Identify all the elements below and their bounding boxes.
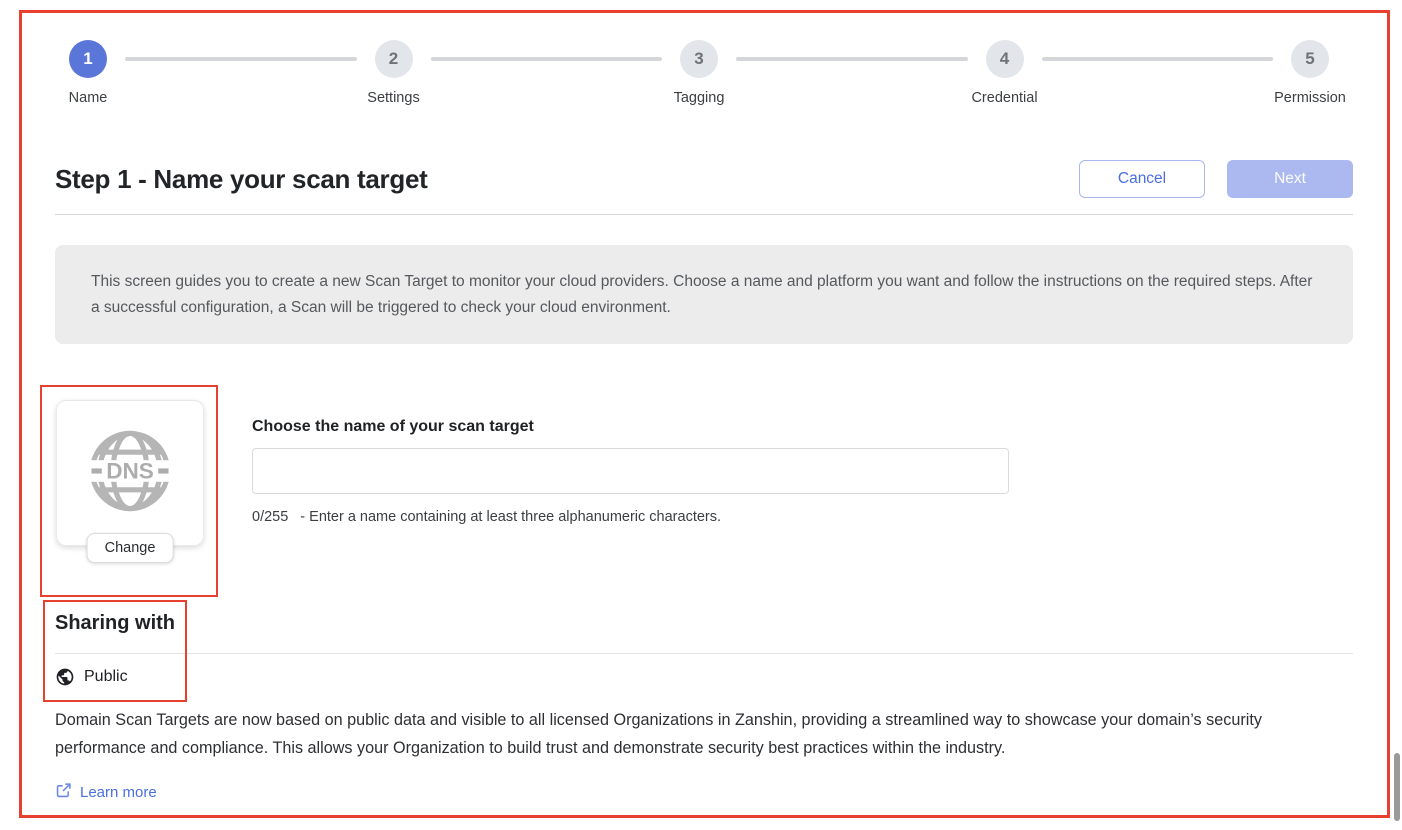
next-button[interactable]: Next — [1227, 160, 1353, 198]
platform-card[interactable] — [56, 400, 204, 546]
dns-globe-icon — [83, 424, 177, 523]
header-buttons — [1079, 160, 1353, 198]
sharing-with-title: Sharing with — [55, 612, 175, 634]
sharing-description: Domain Scan Targets are now based on public data and visible to all licensed Organizations in Zanshin, providing a streamlined way to showcase your domain’s security performance and compliance. This allows your Organization to build trust and demonstrate security best practices within the industry. — [55, 711, 1262, 758]
step-connector — [431, 57, 663, 61]
learn-more-link[interactable] — [55, 782, 157, 803]
change-platform-button[interactable]: Change — [87, 533, 174, 563]
sharing-divider — [55, 653, 1353, 654]
svg-text:DNS: DNS — [106, 458, 154, 484]
visibility-row — [55, 667, 128, 687]
step-2-label: Settings — [367, 90, 420, 106]
step-connector — [125, 57, 357, 61]
step-connector — [736, 57, 968, 61]
vertical-scrollbar[interactable] — [1394, 753, 1400, 821]
info-banner-text: This screen guides you to create a new Scan Target to monitor your cloud providers. Choose a name and platform you want and follow the instructions on the required steps. After a successful configuration, a Scan will be triggered to check your cloud environment. — [91, 273, 1313, 316]
step-2-circle[interactable]: 2 — [375, 40, 413, 78]
cancel-button[interactable]: Cancel — [1079, 160, 1205, 198]
wizard-stepper — [68, 40, 1346, 106]
info-banner — [55, 245, 1353, 344]
step-settings[interactable] — [367, 40, 420, 106]
char-counter: 0/255 — [252, 509, 289, 525]
visibility-label: Public — [84, 668, 128, 685]
name-field-helper — [252, 509, 721, 525]
step-5-label: Permission — [1274, 90, 1346, 106]
page-title: Step 1 - Name your scan target — [55, 163, 428, 194]
step-3-circle[interactable]: 3 — [680, 40, 718, 78]
step-tagging[interactable] — [673, 40, 725, 106]
page-header — [55, 160, 1353, 198]
step-connector — [1042, 57, 1274, 61]
step-name[interactable] — [68, 40, 108, 106]
learn-more-label: Learn more — [80, 784, 157, 801]
annotation-frame — [19, 10, 1390, 818]
step-5-circle[interactable]: 5 — [1291, 40, 1329, 78]
step-credential[interactable] — [971, 40, 1038, 106]
step-4-circle[interactable]: 4 — [986, 40, 1024, 78]
globe-public-icon — [55, 667, 75, 687]
helper-text: - Enter a name containing at least three alphanumeric characters. — [300, 509, 722, 525]
scan-target-name-input[interactable] — [252, 448, 1009, 494]
step-1-circle[interactable]: 1 — [69, 40, 107, 78]
step-3-label: Tagging — [673, 90, 725, 106]
header-divider — [55, 214, 1353, 215]
scan-target-name-label: Choose the name of your scan target — [252, 418, 534, 435]
step-1-label: Name — [68, 90, 108, 106]
step-permission[interactable] — [1274, 40, 1346, 106]
external-link-icon — [55, 782, 72, 803]
step-4-label: Credential — [971, 90, 1038, 106]
